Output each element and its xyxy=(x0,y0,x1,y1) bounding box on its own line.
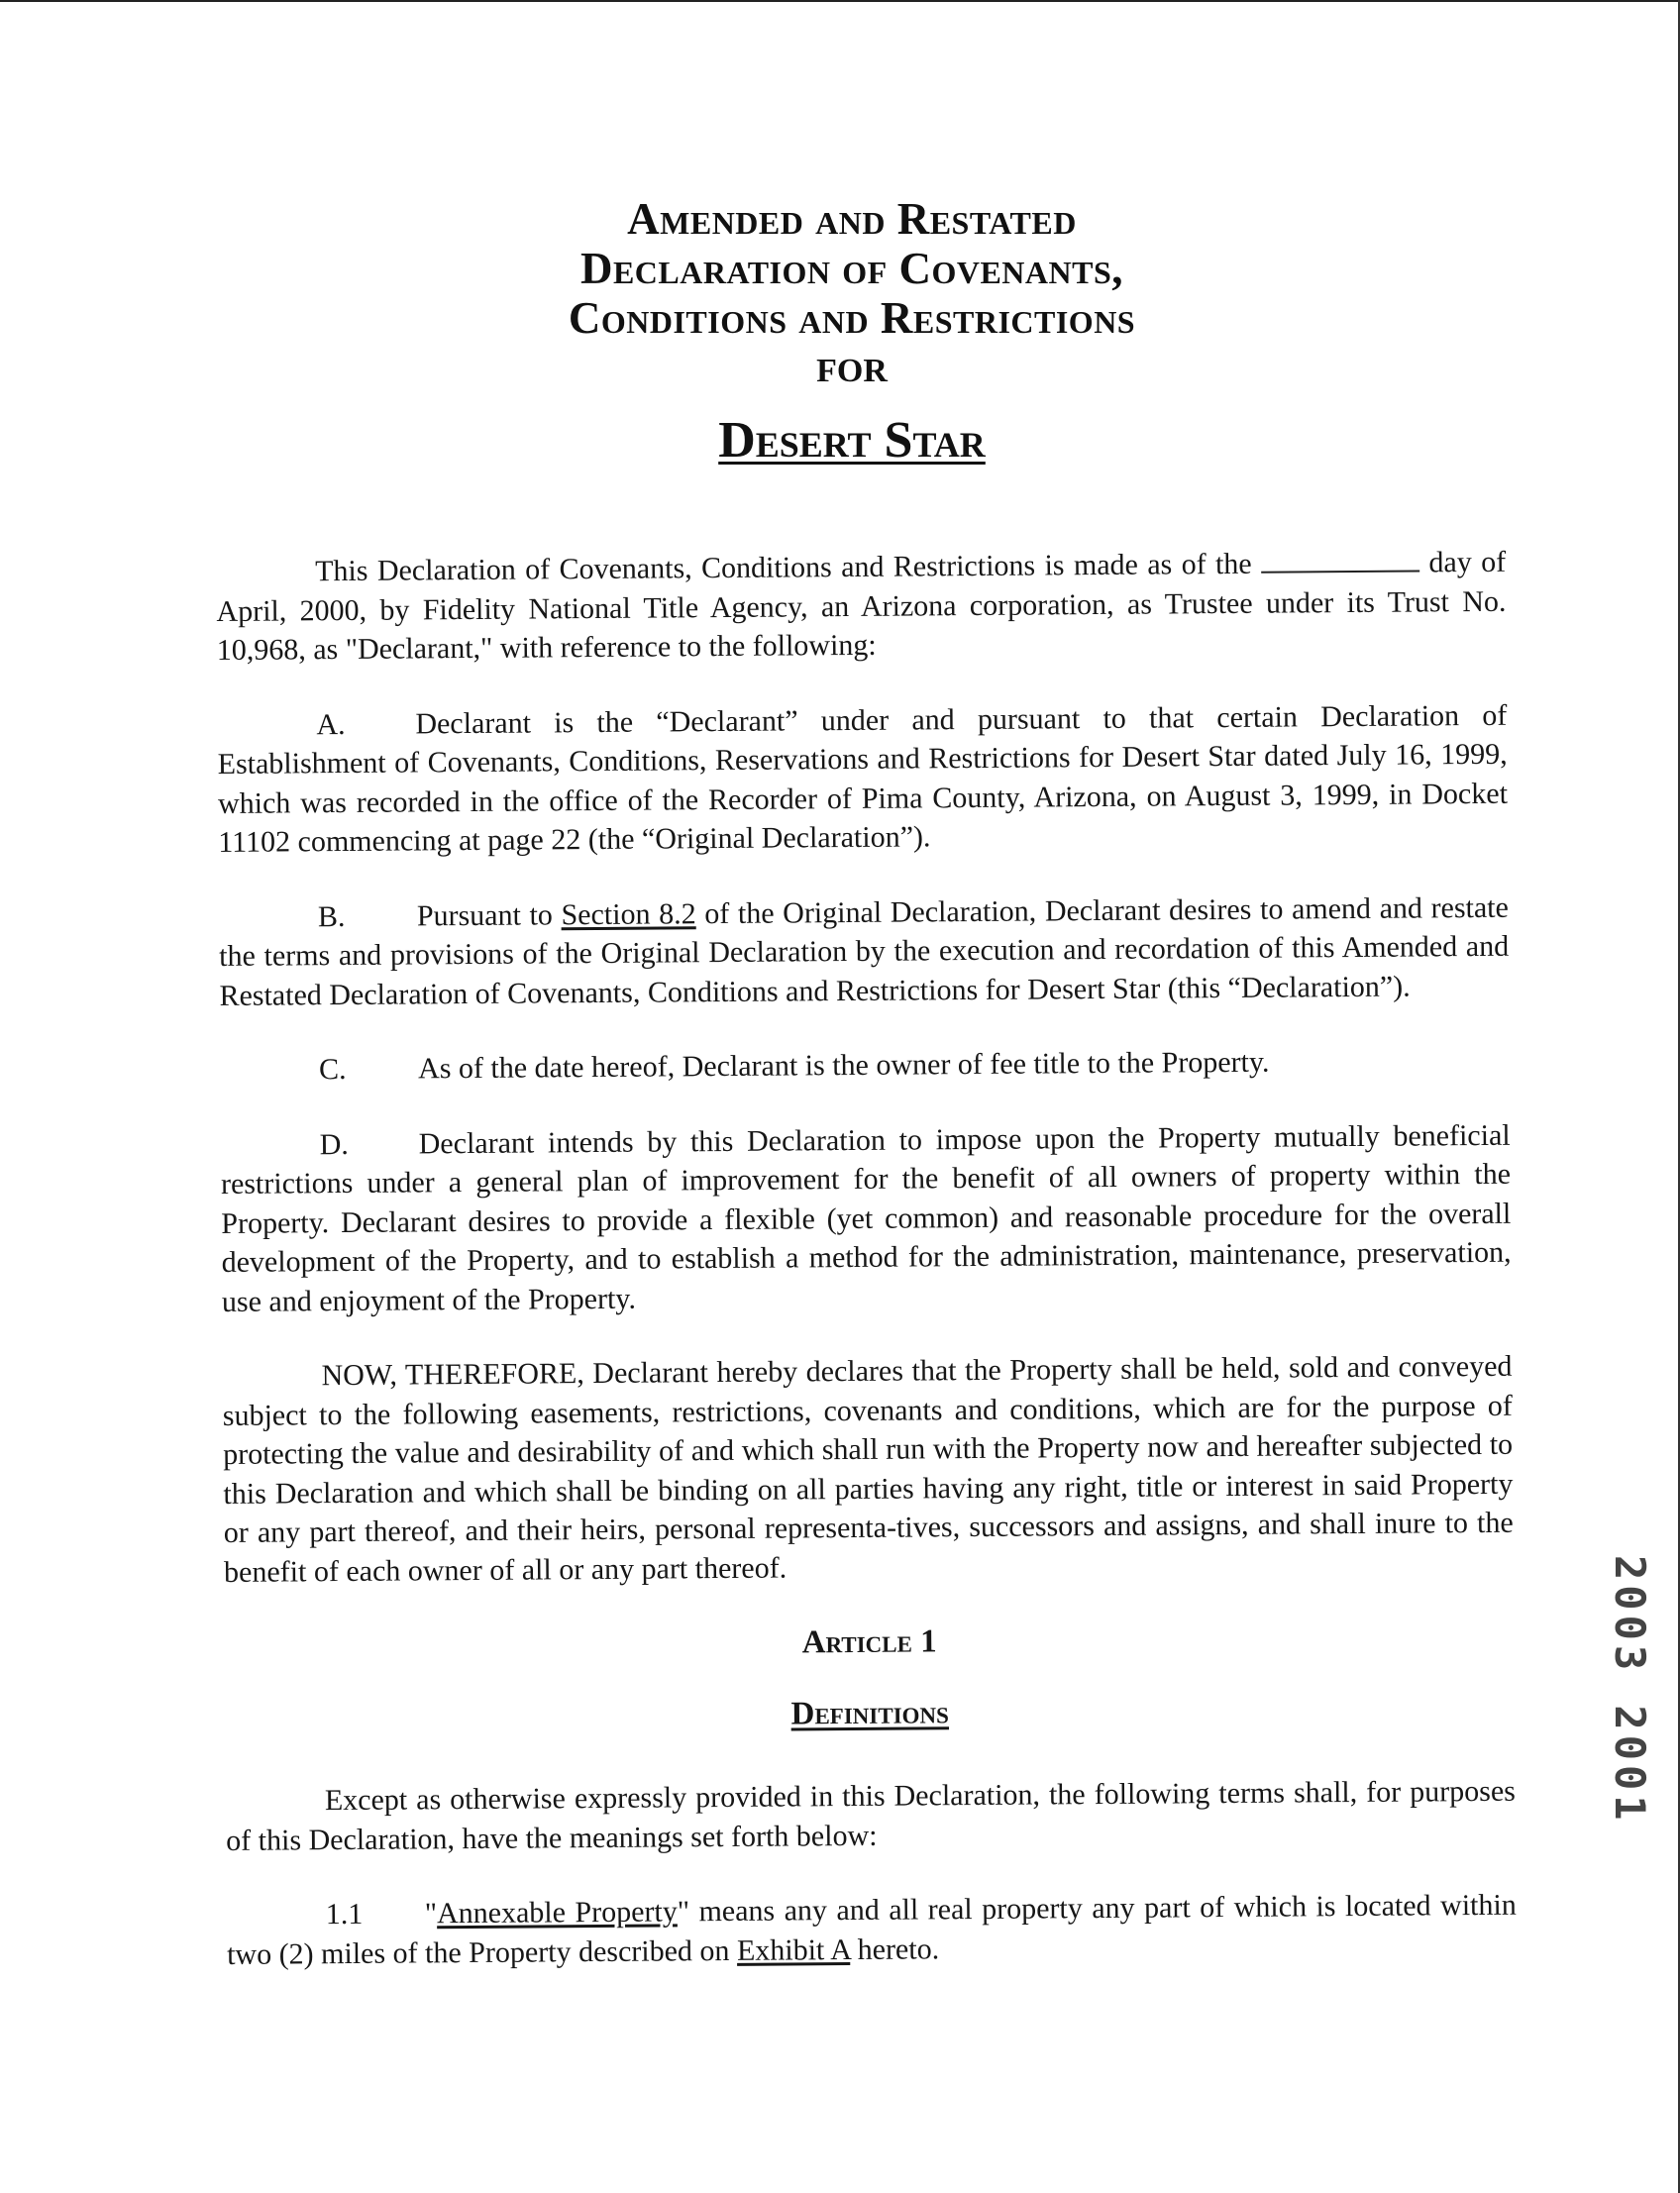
section-reference: Section 8.2 xyxy=(561,896,696,931)
recital-d-text: Declarant intends by this Declaration to impose upon the Property mutually beneficial restrictions under a general plan of improvement for the benefit of all owners of property within the Property. Declarant desires to provide a flexible (yet common) and reasonable procedure for the overall development of the Property, and to establish a method for the administration, maintenance, preservation, use and enjoyment of the Property. xyxy=(220,1118,1512,1318)
recital-a-label: A. xyxy=(316,707,346,741)
recital-d-label: D. xyxy=(319,1127,349,1161)
definition-text-end: hereto. xyxy=(857,1932,940,1966)
intro-text-before: This Declaration of Covenants, Conditions and Restrictions is made as of the xyxy=(315,547,1252,588)
date-blank-line xyxy=(1261,548,1419,573)
definitions-intro: Except as otherwise expressly provided in this Declaration, the following terms shall, for purposes of this Declaration, have the meanings set forth below: xyxy=(226,1774,1516,1857)
title-project-name: Desert Star xyxy=(718,412,986,469)
title-line-1: Amended and Restated xyxy=(627,194,1077,244)
now-therefore-paragraph: NOW, THEREFORE, Declarant hereby declares that the Property shall be held, sold and conveyed subject to the following easements, restrictions, covenants and conditions, which are for the purpose of protecting the value and desirability of and which shall run with the Property now and hereafter subjected to this Declaration and which shall be binding on all parties having any right, title or interest in said Property or any part thereof, and their heirs, personal representa-tives, successors and assigns, and shall inure to the benefit of each owner of all or any part thereof. xyxy=(222,1349,1514,1589)
article-subheading: Definitions xyxy=(790,1695,950,1732)
recital-a-text: Declarant is the “Declarant” under and pursuant to that certain Declaration of Establishment of Covenants, Conditions, Reservations and Restrictions for Desert Star dated July 16, 1999, which was recorded in the office of the Recorder of Pima County, Arizona, on August 3, 1999, in Docket 11102 commencing at page 22 (the “Original Declaration”). xyxy=(217,698,1509,859)
definition-item: 1.1 "Annexable Property" means any and all real property any part of which is located within two (2) miles of the Property described on Exhibit A hereto. xyxy=(226,1888,1517,1971)
page-top-edge xyxy=(0,0,1680,2)
title-line-2: Declaration of Covenants, xyxy=(579,244,1124,293)
recording-stamp: 2003 2001 xyxy=(1606,1555,1654,1826)
recital-c-label: C. xyxy=(318,1052,347,1087)
recital-c-text: As of the date hereof, Declarant is the owner of fee title to the Property. xyxy=(417,1045,1270,1086)
definition-text: means any and all real property any part of which is located within two (2) miles of the Property described on xyxy=(226,1888,1517,1971)
recital-a xyxy=(217,695,1508,862)
exhibit-reference: Exhibit A xyxy=(736,1932,851,1967)
recital-b-text-pre: Pursuant to xyxy=(416,897,553,932)
recital-b xyxy=(219,888,1510,1015)
definition-term: Annexable Property xyxy=(436,1895,678,1931)
recital-d xyxy=(221,1115,1513,1321)
intro-text-after: day of April, 2000, by Fidelity National Title Agency, an Arizona corporation, as Trustee under its Trust No. 10,968, as "Declarant," with reference to the following: xyxy=(216,545,1507,667)
title-line-for: FOR xyxy=(816,353,888,389)
document-title xyxy=(357,194,1347,475)
recital-b-text-post: of the Original Declaration, Declarant desires to amend and restate the terms and provisions of the Original Declaration by the execution and recordation of this Amended and Restated Declaration of Covenants, Conditions and Restrictions for Desert Star (this “Declaration”). xyxy=(219,890,1510,1012)
intro-paragraph xyxy=(216,543,1507,671)
recital-c xyxy=(220,1041,1510,1091)
recital-b-label: B. xyxy=(317,899,346,933)
title-line-3: Conditions and Restrictions xyxy=(568,293,1136,343)
article-heading: Article 1 xyxy=(801,1623,937,1661)
document-body xyxy=(216,543,1518,2010)
definition-number: 1.1 xyxy=(325,1897,364,1932)
